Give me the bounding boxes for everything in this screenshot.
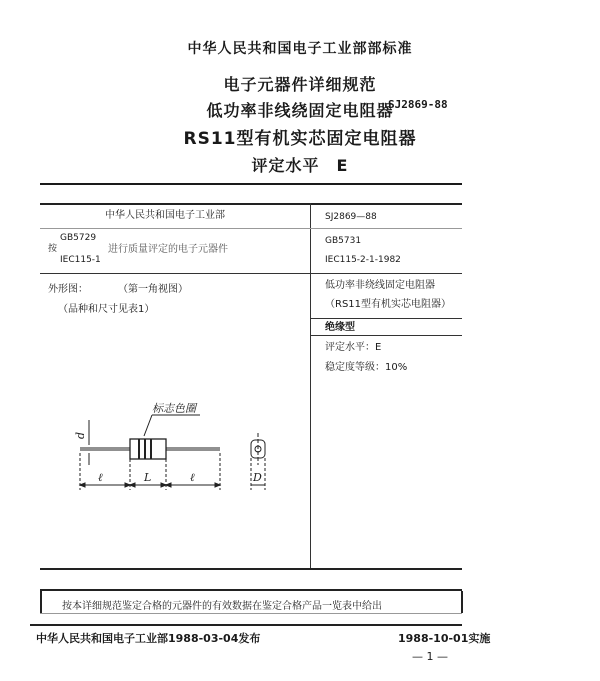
ministry-name: 中华人民共和国电子工业部: [105, 210, 225, 221]
dim-l-right: ℓ: [190, 471, 195, 484]
label-leader: [144, 415, 152, 436]
qualification-note: 按本详细规范鉴定合格的元器件的有效数据在鉴定合格产品一览表中给出: [62, 601, 382, 612]
outline-label: 外形图：: [48, 284, 88, 295]
title-line-1: 电子元器件详细规范: [223, 75, 377, 94]
table-top-rule: [40, 203, 462, 205]
product-name: 低功率非绕线固定电阻器: [325, 280, 435, 291]
standard-number: SJ2869-88: [388, 98, 448, 111]
row-divider-2: [40, 273, 462, 274]
row-divider-4: [311, 335, 462, 336]
arrowhead: [215, 483, 220, 487]
table-bottom-rule: [40, 568, 462, 570]
per-text: 进行质量评定的电子元器件: [108, 244, 228, 255]
dim-d: d: [74, 431, 87, 439]
resistor-body: [130, 439, 166, 459]
resistor-outline-drawing: [40, 385, 310, 500]
product-type: 绝缘型: [325, 322, 355, 333]
title-line-4: 评定水平 E: [251, 156, 349, 175]
page-number: — 1 —: [412, 650, 448, 663]
title-line-3: RS11型有机实芯固定电阻器: [183, 129, 417, 149]
ref-iec-right: IEC115-2-1-1982: [325, 255, 401, 265]
per-label: 按: [48, 244, 58, 254]
outline-note: （品种和尺寸见表1）: [58, 304, 155, 315]
arrowhead: [130, 483, 135, 487]
color-mark-label: 标志色圈: [152, 402, 196, 415]
ref-gb-left: GB5729: [60, 233, 97, 243]
implementation-date: 1988-10-01实施: [398, 632, 491, 645]
issue-date: 中华人民共和国电子工业部1988-03-04发布: [36, 632, 261, 645]
header-rule: [40, 183, 462, 185]
dim-L: L: [144, 471, 152, 484]
note-bottom-rule: [40, 613, 462, 614]
stability-grade: 稳定度等级：10%: [325, 362, 408, 373]
note-right-border: [461, 591, 463, 613]
standard-title: 中华人民共和国电子工业部部标准: [187, 41, 413, 57]
row-divider-3: [311, 318, 462, 319]
note-top-rule: [40, 589, 462, 591]
row-divider-1: [40, 228, 462, 229]
ref-gb-right: GB5731: [325, 236, 362, 246]
arrowhead: [80, 483, 85, 487]
footer-rule: [30, 624, 462, 626]
dim-l-left: ℓ: [98, 471, 103, 484]
right-standard-number: SJ2869—88: [325, 212, 377, 222]
dim-D: D: [253, 471, 262, 484]
ref-iec-left: IEC115-1: [60, 255, 101, 265]
title-line-2: 低功率非线绕固定电阻器: [206, 101, 394, 120]
projection-label: （第一角视图）: [118, 284, 188, 295]
note-left-border: [40, 591, 42, 613]
assessment-level: 评定水平：E: [325, 342, 382, 353]
product-model: （RS11型有机实芯电阻器）: [325, 299, 452, 310]
arrowhead: [166, 483, 171, 487]
panel-divider: [310, 203, 311, 569]
